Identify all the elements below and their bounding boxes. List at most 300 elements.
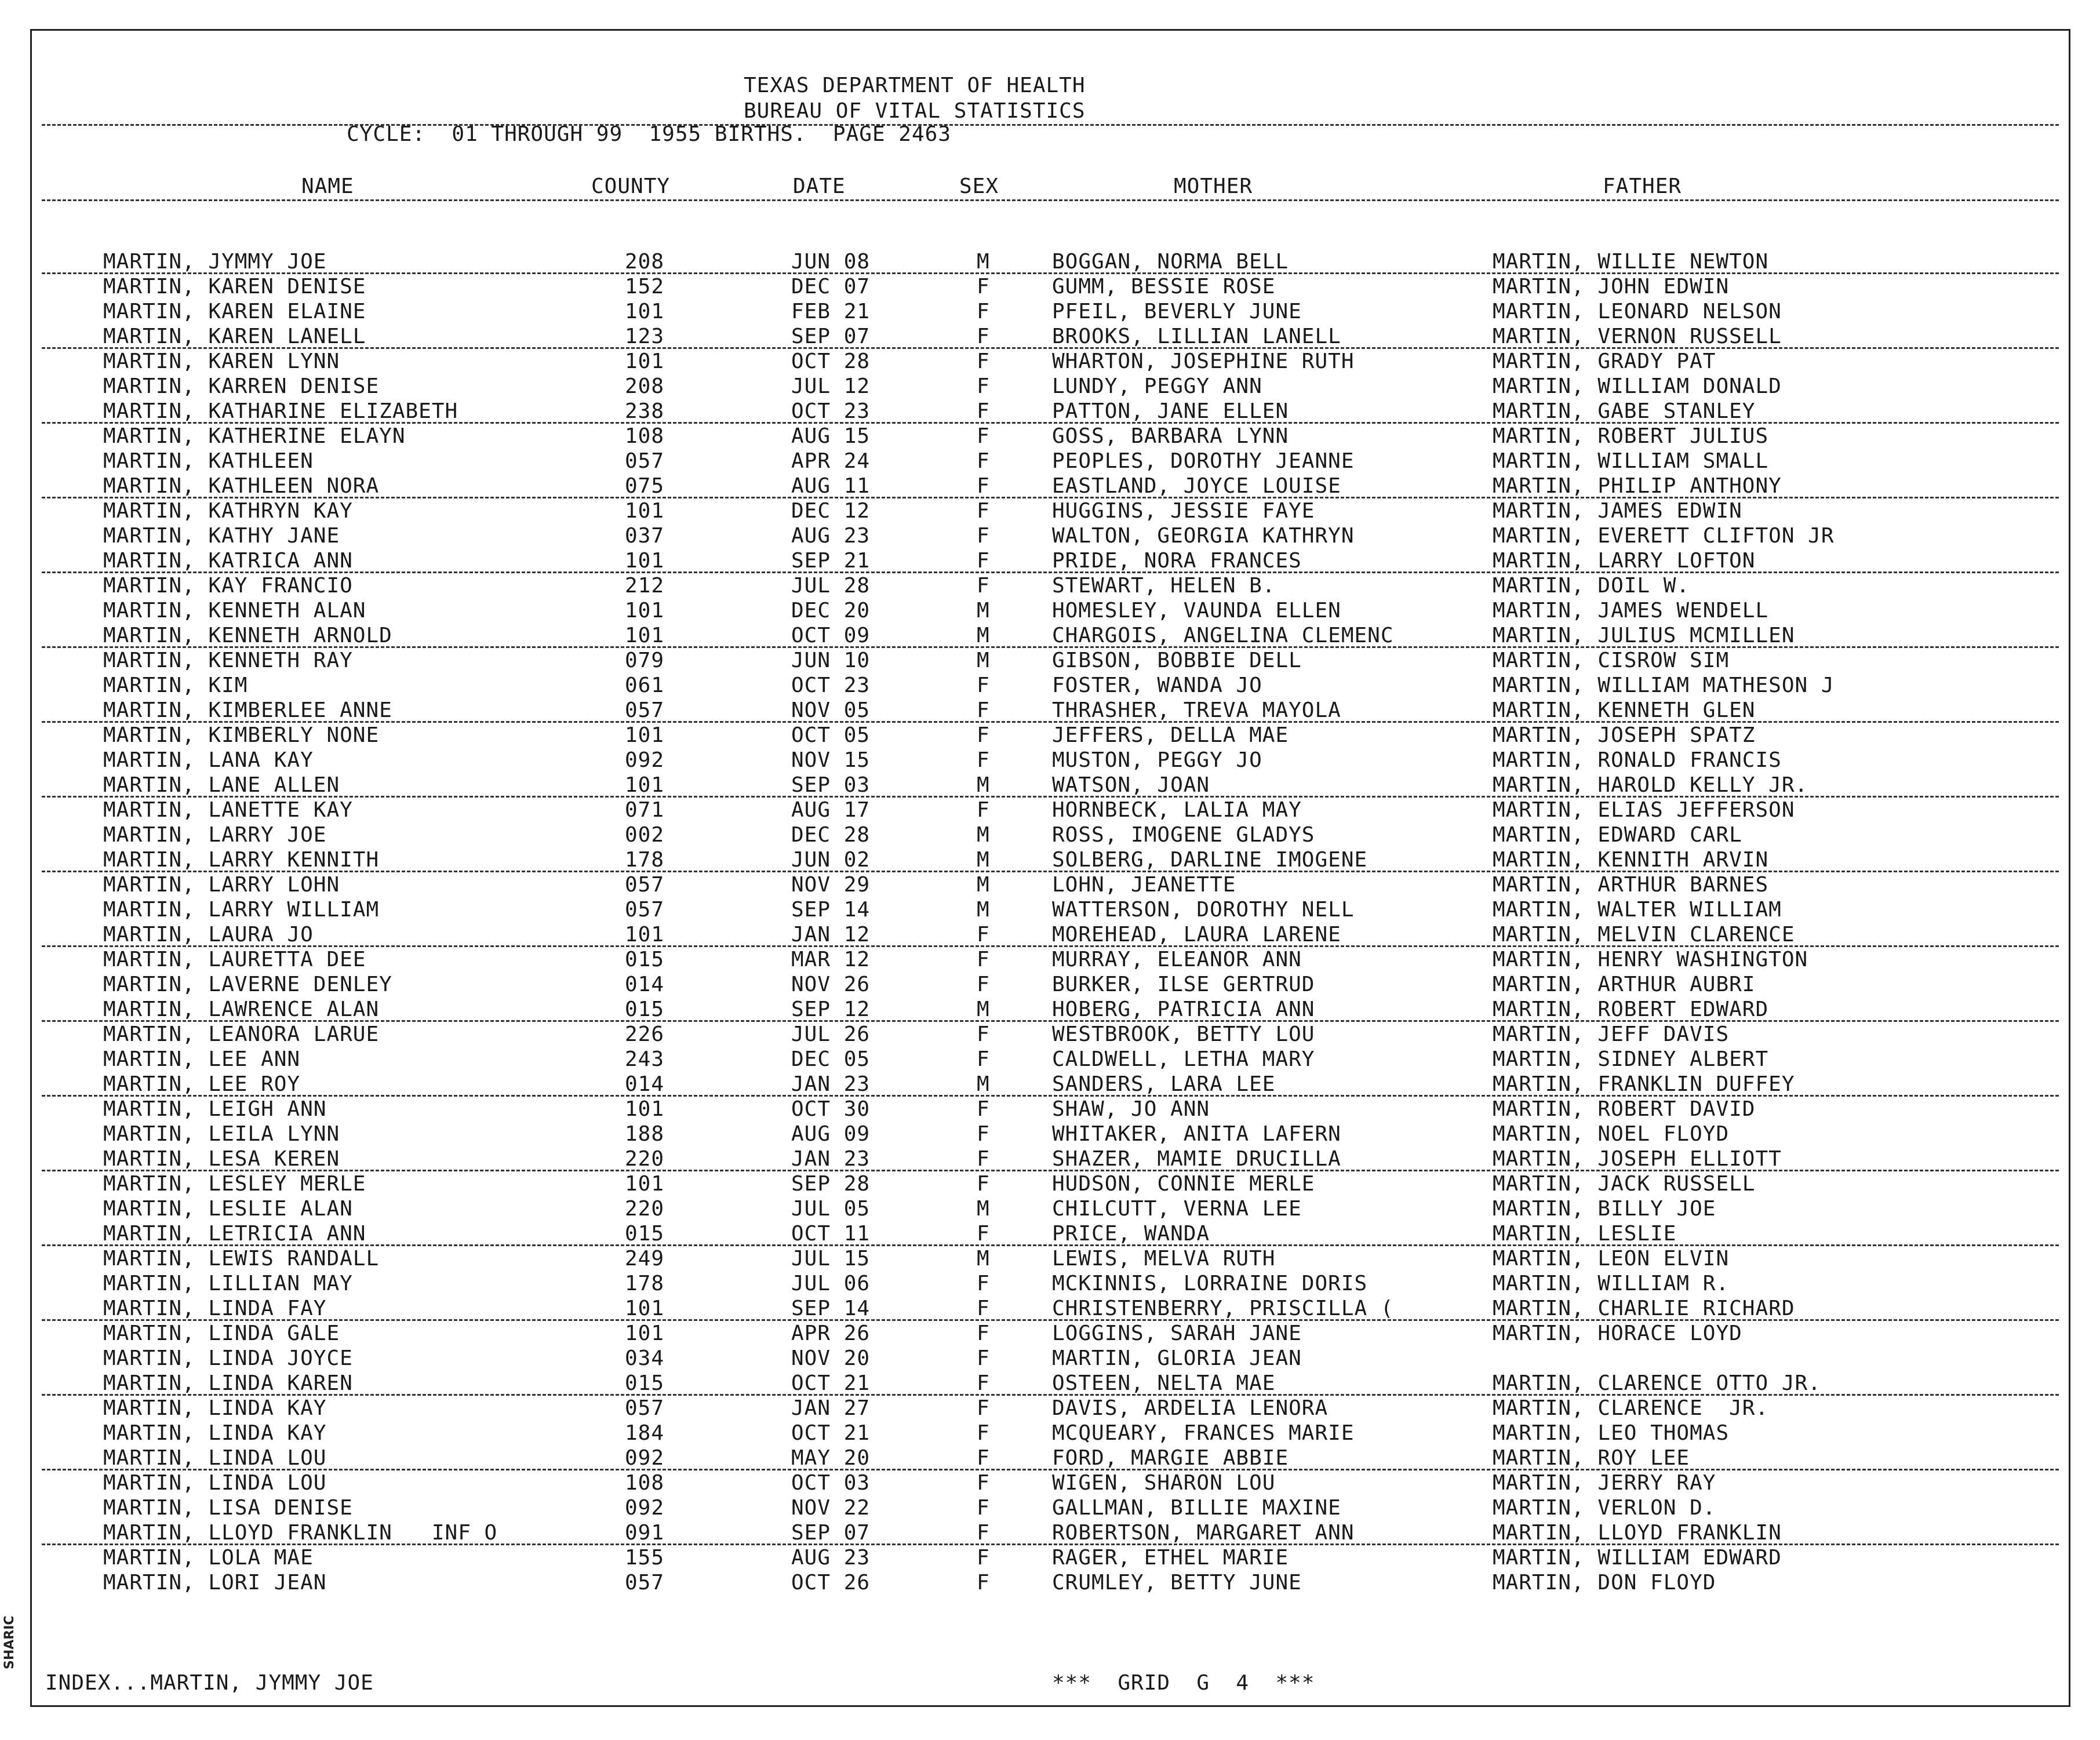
- cell-mother: HUGGINS, JESSIE FAYE: [1052, 499, 1315, 523]
- cell-mother: STEWART, HELEN B.: [1052, 574, 1276, 598]
- table-row: [0, 998, 2100, 1022]
- cell-mother: WHARTON, JOSEPHINE RUTH: [1052, 350, 1355, 373]
- cell-county: 057: [625, 698, 665, 722]
- cell-county: 101: [625, 1297, 665, 1320]
- cell-date: SEP 07: [791, 325, 871, 348]
- cell-name: MARTIN, LINDA GALE: [103, 1322, 340, 1345]
- cell-mother: PFEIL, BEVERLY JUNE: [1052, 300, 1302, 323]
- cell-father: MARTIN, LARRY LOFTON: [1493, 549, 1756, 573]
- cell-sex: F: [977, 424, 990, 448]
- cell-date: AUG 11: [791, 474, 871, 498]
- row-group-divider: [42, 272, 2059, 274]
- cell-date: APR 26: [791, 1322, 871, 1345]
- cell-father: MARTIN, CLARENCE JR.: [1493, 1396, 1769, 1420]
- table-row: [0, 300, 2100, 325]
- cell-county: 091: [625, 1521, 665, 1545]
- cell-father: MARTIN, EVERETT CLIFTON JR: [1493, 524, 1835, 548]
- table-row: [0, 898, 2100, 923]
- table-row: [0, 774, 2100, 798]
- cell-county: 015: [625, 1371, 665, 1395]
- cell-sex: F: [977, 449, 990, 473]
- cell-father: MARTIN, LEO THOMAS: [1493, 1421, 1730, 1445]
- table-row: [0, 1123, 2100, 1147]
- cell-name: MARTIN, KATHLEEN: [103, 449, 314, 473]
- cell-father: MARTIN, WILLIAM SMALL: [1493, 449, 1769, 473]
- cell-date: DEC 05: [791, 1047, 871, 1071]
- cell-name: MARTIN, KATHRYN KAY: [103, 499, 353, 523]
- cell-sex: F: [977, 1396, 990, 1420]
- cell-father: MARTIN, WILLIAM MATHESON J: [1493, 674, 1835, 697]
- cell-name: MARTIN, LANE ALLEN: [103, 773, 340, 797]
- cell-date: JUN 10: [791, 649, 871, 672]
- cell-mother: ROBERTSON, MARGARET ANN: [1052, 1521, 1355, 1545]
- table-row: [0, 1546, 2100, 1571]
- cell-sex: F: [977, 325, 990, 348]
- cell-mother: SANDERS, LARA LEE: [1052, 1072, 1276, 1096]
- table-row: [0, 1347, 2100, 1371]
- cell-name: MARTIN, LORI JEAN: [103, 1571, 327, 1595]
- cell-name: MARTIN, LESLIE ALAN: [103, 1197, 353, 1221]
- cell-county: 014: [625, 1072, 665, 1096]
- row-group-divider: [42, 1170, 2059, 1171]
- cell-father: MARTIN, ROBERT EDWARD: [1493, 998, 1769, 1021]
- cell-date: OCT 03: [791, 1471, 871, 1495]
- cell-father: MARTIN, ROY LEE: [1493, 1446, 1690, 1470]
- cell-name: MARTIN, LAWRENCE ALAN: [103, 998, 380, 1021]
- cell-sex: F: [977, 549, 990, 573]
- table-row: [0, 1497, 2100, 1521]
- cell-father: MARTIN, KENNETH GLEN: [1493, 698, 1756, 722]
- row-group-divider: [42, 646, 2059, 648]
- cell-sex: F: [977, 1047, 990, 1071]
- table-row: [0, 1048, 2100, 1072]
- cell-county: 178: [625, 1272, 665, 1295]
- cell-sex: F: [977, 574, 990, 598]
- table-row: [0, 649, 2100, 674]
- cell-sex: F: [977, 1546, 990, 1570]
- row-group-divider: [42, 1394, 2059, 1396]
- cell-mother: WATSON, JOAN: [1052, 773, 1210, 797]
- row-group-divider: [42, 1469, 2059, 1470]
- column-header-mother: MOTHER: [1174, 174, 1253, 198]
- cell-mother: PRICE, WANDA: [1052, 1222, 1210, 1246]
- cell-mother: LOGGINS, SARAH JANE: [1052, 1322, 1302, 1345]
- cell-mother: MCKINNIS, LORRAINE DORIS: [1052, 1272, 1368, 1295]
- cell-father: MARTIN, NOEL FLOYD: [1493, 1122, 1730, 1146]
- cell-mother: WHITAKER, ANITA LAFERN: [1052, 1122, 1341, 1146]
- cell-county: 061: [625, 674, 665, 697]
- cell-father: MARTIN, JULIUS MCMILLEN: [1493, 624, 1795, 647]
- cell-sex: M: [977, 250, 990, 274]
- cell-father: MARTIN, BILLY JOE: [1493, 1197, 1716, 1221]
- cell-date: AUG 23: [791, 1546, 871, 1570]
- cell-sex: F: [977, 1322, 990, 1345]
- cell-sex: F: [977, 374, 990, 398]
- table-row: [0, 1222, 2100, 1247]
- cell-sex: F: [977, 1272, 990, 1295]
- cell-name: MARTIN, LEWIS RANDALL: [103, 1247, 380, 1271]
- report-subtitle: BUREAU OF VITAL STATISTICS: [744, 99, 1086, 123]
- cell-sex: F: [977, 1446, 990, 1470]
- cell-county: 057: [625, 449, 665, 473]
- cell-sex: F: [977, 1521, 990, 1545]
- cell-father: MARTIN, ROBERT JULIUS: [1493, 424, 1769, 448]
- cell-father: MARTIN, LEON ELVIN: [1493, 1247, 1730, 1271]
- cell-date: JUL 26: [791, 1022, 871, 1046]
- row-group-divider: [42, 497, 2059, 498]
- cell-county: 238: [625, 399, 665, 423]
- column-header-county: COUNTY: [591, 174, 671, 198]
- cell-date: OCT 11: [791, 1222, 871, 1246]
- cell-father: MARTIN, LLOYD FRANKLIN: [1493, 1521, 1782, 1545]
- cell-father: MARTIN, DOIL W.: [1493, 574, 1690, 598]
- cell-date: SEP 21: [791, 549, 871, 573]
- cell-date: SEP 03: [791, 773, 871, 797]
- cell-name: MARTIN, LAURETTA DEE: [103, 948, 366, 971]
- cell-sex: F: [977, 1097, 990, 1121]
- cell-name: MARTIN, LESA KEREN: [103, 1147, 340, 1171]
- cell-mother: PEOPLES, DOROTHY JEANNE: [1052, 449, 1355, 473]
- cell-mother: BOGGAN, NORMA BELL: [1052, 250, 1289, 274]
- cell-father: MARTIN, RONALD FRANCIS: [1493, 748, 1782, 772]
- cell-date: SEP 07: [791, 1521, 871, 1545]
- cell-mother: GIBSON, BOBBIE DELL: [1052, 649, 1302, 672]
- cell-name: MARTIN, LARRY LOHN: [103, 873, 340, 897]
- cell-sex: F: [977, 399, 990, 423]
- table-row: [0, 574, 2100, 599]
- cell-mother: DAVIS, ARDELIA LENORA: [1052, 1396, 1329, 1420]
- cell-father: MARTIN, EDWARD CARL: [1493, 823, 1742, 847]
- cell-sex: F: [977, 798, 990, 822]
- table-row: [0, 1148, 2100, 1172]
- cell-name: MARTIN, LOLA MAE: [103, 1546, 314, 1570]
- cell-father: MARTIN, ELIAS JEFFERSON: [1493, 798, 1795, 822]
- cell-father: MARTIN, MELVIN CLARENCE: [1493, 923, 1795, 947]
- cell-sex: F: [977, 948, 990, 971]
- cell-sex: F: [977, 674, 990, 697]
- cell-name: MARTIN, LEE ROY: [103, 1072, 301, 1096]
- cell-date: OCT 30: [791, 1097, 871, 1121]
- cell-name: MARTIN, LANETTE KAY: [103, 798, 353, 822]
- cell-mother: WIGEN, SHARON LOU: [1052, 1471, 1276, 1495]
- cell-date: SEP 14: [791, 898, 871, 922]
- cell-county: 034: [625, 1346, 665, 1370]
- cell-father: MARTIN, ROBERT DAVID: [1493, 1097, 1756, 1121]
- cell-sex: F: [977, 1022, 990, 1046]
- cell-mother: HOBERG, PATRICIA ANN: [1052, 998, 1315, 1021]
- cell-sex: M: [977, 599, 990, 623]
- cell-mother: SOLBERG, DARLINE IMOGENE: [1052, 848, 1368, 872]
- table-row: [0, 375, 2100, 399]
- cell-county: 015: [625, 1222, 665, 1246]
- cell-mother: MOREHEAD, LAURA LARENE: [1052, 923, 1341, 947]
- cell-father: MARTIN, JOSEPH SPATZ: [1493, 723, 1756, 747]
- row-group-divider: [42, 1544, 2059, 1545]
- cell-father: MARTIN, SIDNEY ALBERT: [1493, 1047, 1769, 1071]
- cell-date: OCT 23: [791, 674, 871, 697]
- cell-sex: M: [977, 848, 990, 872]
- table-row: [0, 1073, 2100, 1097]
- cell-county: 057: [625, 1396, 665, 1420]
- cell-mother: GALLMAN, BILLIE MAXINE: [1052, 1496, 1341, 1520]
- cell-mother: SHAZER, MAMIE DRUCILLA: [1052, 1147, 1341, 1171]
- cell-father: MARTIN, CISROW SIM: [1493, 649, 1730, 672]
- column-header-father: FATHER: [1603, 174, 1682, 198]
- cell-sex: F: [977, 350, 990, 373]
- cell-date: APR 24: [791, 449, 871, 473]
- cell-name: MARTIN, LETRICIA ANN: [103, 1222, 366, 1246]
- table-row: [0, 1447, 2100, 1471]
- grid-footer: *** GRID G 4 ***: [1052, 1671, 1315, 1695]
- cell-sex: F: [977, 1222, 990, 1246]
- cell-name: MARTIN, LEANORA LARUE: [103, 1022, 380, 1046]
- cell-name: MARTIN, KENNETH ARNOLD: [103, 624, 392, 647]
- cell-name: MARTIN, KAY FRANCIO: [103, 574, 353, 598]
- cell-sex: F: [977, 1496, 990, 1520]
- row-group-divider: [42, 721, 2059, 723]
- cell-name: MARTIN, KAREN ELAINE: [103, 300, 366, 323]
- cell-county: 123: [625, 325, 665, 348]
- cell-mother: PATTON, JANE ELLEN: [1052, 399, 1289, 423]
- cell-county: 178: [625, 848, 665, 872]
- cell-sex: F: [977, 474, 990, 498]
- table-row: [0, 674, 2100, 698]
- cell-sex: F: [977, 1471, 990, 1495]
- cell-sex: M: [977, 873, 990, 897]
- cell-name: MARTIN, LINDA FAY: [103, 1297, 327, 1320]
- cell-county: 092: [625, 1446, 665, 1470]
- table-row: [0, 599, 2100, 624]
- cell-sex: M: [977, 649, 990, 672]
- cell-date: JUL 28: [791, 574, 871, 598]
- cell-mother: LUNDY, PEGGY ANN: [1052, 374, 1262, 398]
- cell-county: 188: [625, 1122, 665, 1146]
- cell-county: 057: [625, 873, 665, 897]
- cell-date: NOV 20: [791, 1346, 871, 1370]
- cell-sex: M: [977, 1072, 990, 1096]
- cell-sex: F: [977, 1346, 990, 1370]
- table-row: [0, 1297, 2100, 1322]
- cell-date: AUG 09: [791, 1122, 871, 1146]
- table-row: [0, 275, 2100, 300]
- cell-county: 092: [625, 1496, 665, 1520]
- cell-county: 079: [625, 649, 665, 672]
- cell-date: NOV 05: [791, 698, 871, 722]
- cell-mother: CHARGOIS, ANGELINA CLEMENC: [1052, 624, 1394, 647]
- table-row: [0, 1098, 2100, 1122]
- cell-name: MARTIN, KATHY JANE: [103, 524, 340, 548]
- cell-county: 101: [625, 1322, 665, 1345]
- table-row: [0, 425, 2100, 449]
- column-header-date: DATE: [793, 174, 846, 198]
- table-row: [0, 724, 2100, 748]
- table-row: [0, 948, 2100, 973]
- cell-sex: F: [977, 723, 990, 747]
- cell-date: MAR 12: [791, 948, 871, 971]
- cell-father: MARTIN, HENRY WASHINGTON: [1493, 948, 1808, 971]
- table-row: [0, 350, 2100, 374]
- cell-mother: HOMESLEY, VAUNDA ELLEN: [1052, 599, 1341, 623]
- table-row: [0, 250, 2100, 275]
- row-group-divider: [42, 796, 2059, 798]
- cell-mother: ROSS, IMOGENE GLADYS: [1052, 823, 1315, 847]
- cell-name: MARTIN, KAREN LYNN: [103, 350, 340, 373]
- cell-date: JUL 12: [791, 374, 871, 398]
- cell-sex: M: [977, 1247, 990, 1271]
- cell-county: 101: [625, 350, 665, 373]
- cell-name: MARTIN, LEIGH ANN: [103, 1097, 327, 1121]
- table-row: [0, 624, 2100, 649]
- cell-date: JAN 23: [791, 1072, 871, 1096]
- cell-date: JAN 27: [791, 1396, 871, 1420]
- cell-date: JUL 06: [791, 1272, 871, 1295]
- cell-father: MARTIN, ARTHUR BARNES: [1493, 873, 1769, 897]
- cell-county: 015: [625, 948, 665, 971]
- cell-date: AUG 17: [791, 798, 871, 822]
- cell-date: SEP 28: [791, 1172, 871, 1196]
- cell-mother: MURRAY, ELEANOR ANN: [1052, 948, 1302, 971]
- cell-father: MARTIN, PHILIP ANTHONY: [1493, 474, 1782, 498]
- cell-mother: CHRISTENBERRY, PRISCILLA (: [1052, 1297, 1394, 1320]
- cell-county: 075: [625, 474, 665, 498]
- row-group-divider: [42, 422, 2059, 424]
- cell-sex: F: [977, 748, 990, 772]
- cell-mother: WESTBROOK, BETTY LOU: [1052, 1022, 1315, 1046]
- cell-mother: BROOKS, LILLIAN LANELL: [1052, 325, 1341, 348]
- table-row: [0, 1322, 2100, 1346]
- cell-mother: OSTEEN, NELTA MAE: [1052, 1371, 1276, 1395]
- cell-date: OCT 26: [791, 1571, 871, 1595]
- cell-father: MARTIN, CHARLIE RICHARD: [1493, 1297, 1795, 1320]
- cell-date: SEP 12: [791, 998, 871, 1021]
- cell-father: MARTIN, JEFF DAVIS: [1493, 1022, 1730, 1046]
- table-row: [0, 1197, 2100, 1222]
- cell-name: MARTIN, KATHERINE ELAYN: [103, 424, 406, 448]
- cell-date: NOV 26: [791, 973, 871, 996]
- cell-date: JAN 23: [791, 1147, 871, 1171]
- cell-father: MARTIN, VERLON D.: [1493, 1496, 1716, 1520]
- cell-father: MARTIN, JOSEPH ELLIOTT: [1493, 1147, 1782, 1171]
- cell-father: MARTIN, DON FLOYD: [1493, 1571, 1716, 1595]
- cell-county: 152: [625, 275, 665, 299]
- table-row: [0, 325, 2100, 350]
- cell-sex: F: [977, 1122, 990, 1146]
- cell-county: 014: [625, 973, 665, 996]
- cell-father: MARTIN, WALTER WILLIAM: [1493, 898, 1782, 922]
- table-row: [0, 1472, 2100, 1496]
- cell-county: 208: [625, 374, 665, 398]
- table-row: [0, 1422, 2100, 1446]
- cell-name: MARTIN, LARRY JOE: [103, 823, 327, 847]
- table-row: [0, 1571, 2100, 1596]
- table-row: [0, 849, 2100, 873]
- row-group-divider: [42, 571, 2059, 573]
- row-group-divider: [42, 1319, 2059, 1321]
- cell-name: MARTIN, KIMBERLY NONE: [103, 723, 380, 747]
- cell-mother: CRUMLEY, BETTY JUNE: [1052, 1571, 1302, 1595]
- cell-sex: F: [977, 923, 990, 947]
- cell-mother: LEWIS, MELVA RUTH: [1052, 1247, 1276, 1271]
- cell-date: NOV 15: [791, 748, 871, 772]
- row-group-divider: [42, 945, 2059, 947]
- cell-sex: M: [977, 823, 990, 847]
- table-row: [0, 1023, 2100, 1047]
- table-row: [0, 1521, 2100, 1546]
- cell-name: MARTIN, KAREN DENISE: [103, 275, 366, 299]
- cell-name: MARTIN, KAREN LANELL: [103, 325, 366, 348]
- cell-date: JAN 12: [791, 923, 871, 947]
- table-row: [0, 1272, 2100, 1297]
- cell-sex: F: [977, 1371, 990, 1395]
- table-row: [0, 525, 2100, 549]
- cell-sex: F: [977, 524, 990, 548]
- cell-sex: F: [977, 1297, 990, 1320]
- cell-father: MARTIN, HAROLD KELLY JR.: [1493, 773, 1808, 797]
- table-row: [0, 475, 2100, 499]
- table-row: [0, 549, 2100, 574]
- table-row: [0, 1372, 2100, 1396]
- table-row: [0, 973, 2100, 998]
- cell-name: MARTIN, LAVERNE DENLEY: [103, 973, 392, 996]
- cell-father: MARTIN, WILLIAM DONALD: [1493, 374, 1782, 398]
- table-row: [0, 1397, 2100, 1421]
- cell-date: JUL 15: [791, 1247, 871, 1271]
- cell-name: MARTIN, KATHLEEN NORA: [103, 474, 380, 498]
- row-group-divider: [42, 1244, 2059, 1246]
- table-row: [0, 699, 2100, 723]
- cell-sex: F: [977, 300, 990, 323]
- cell-father: MARTIN, JACK RUSSELL: [1493, 1172, 1756, 1196]
- cell-father: MARTIN, GRADY PAT: [1493, 350, 1716, 373]
- cell-father: MARTIN, JERRY RAY: [1493, 1471, 1716, 1495]
- cell-mother: HUDSON, CONNIE MERLE: [1052, 1172, 1315, 1196]
- cell-county: 184: [625, 1421, 665, 1445]
- cell-mother: GUMM, BESSIE ROSE: [1052, 275, 1276, 299]
- cell-name: MARTIN, LINDA KAREN: [103, 1371, 353, 1395]
- cell-sex: M: [977, 998, 990, 1021]
- cell-name: MARTIN, KENNETH ALAN: [103, 599, 366, 623]
- cell-name: MARTIN, LINDA KAY: [103, 1396, 327, 1420]
- cell-sex: F: [977, 1147, 990, 1171]
- cell-date: DEC 07: [791, 275, 871, 299]
- cell-sex: F: [977, 1421, 990, 1445]
- cell-county: 101: [625, 624, 665, 647]
- cell-name: MARTIN, LEE ANN: [103, 1047, 301, 1071]
- cell-sex: M: [977, 1197, 990, 1221]
- cell-date: MAY 20: [791, 1446, 871, 1470]
- cell-county: 101: [625, 599, 665, 623]
- column-header-divider: [42, 199, 2059, 201]
- column-header-name: NAME: [301, 174, 354, 198]
- cell-date: OCT 28: [791, 350, 871, 373]
- cell-county: 057: [625, 1571, 665, 1595]
- cell-date: DEC 12: [791, 499, 871, 523]
- cell-father: MARTIN, JAMES EDWIN: [1493, 499, 1742, 523]
- cell-name: MARTIN, LINDA LOU: [103, 1446, 327, 1470]
- cell-date: NOV 29: [791, 873, 871, 897]
- cell-father: MARTIN, JAMES WENDELL: [1493, 599, 1769, 623]
- cell-name: MARTIN, LINDA LOU: [103, 1471, 327, 1495]
- cell-name: MARTIN, KATHARINE ELIZABETH: [103, 399, 458, 423]
- cell-county: 101: [625, 549, 665, 573]
- cell-date: DEC 20: [791, 599, 871, 623]
- cell-date: NOV 22: [791, 1496, 871, 1520]
- table-row: [0, 923, 2100, 948]
- cell-county: 155: [625, 1546, 665, 1570]
- cell-county: 015: [625, 998, 665, 1021]
- table-row: [0, 749, 2100, 773]
- cell-mother: WATTERSON, DOROTHY NELL: [1052, 898, 1355, 922]
